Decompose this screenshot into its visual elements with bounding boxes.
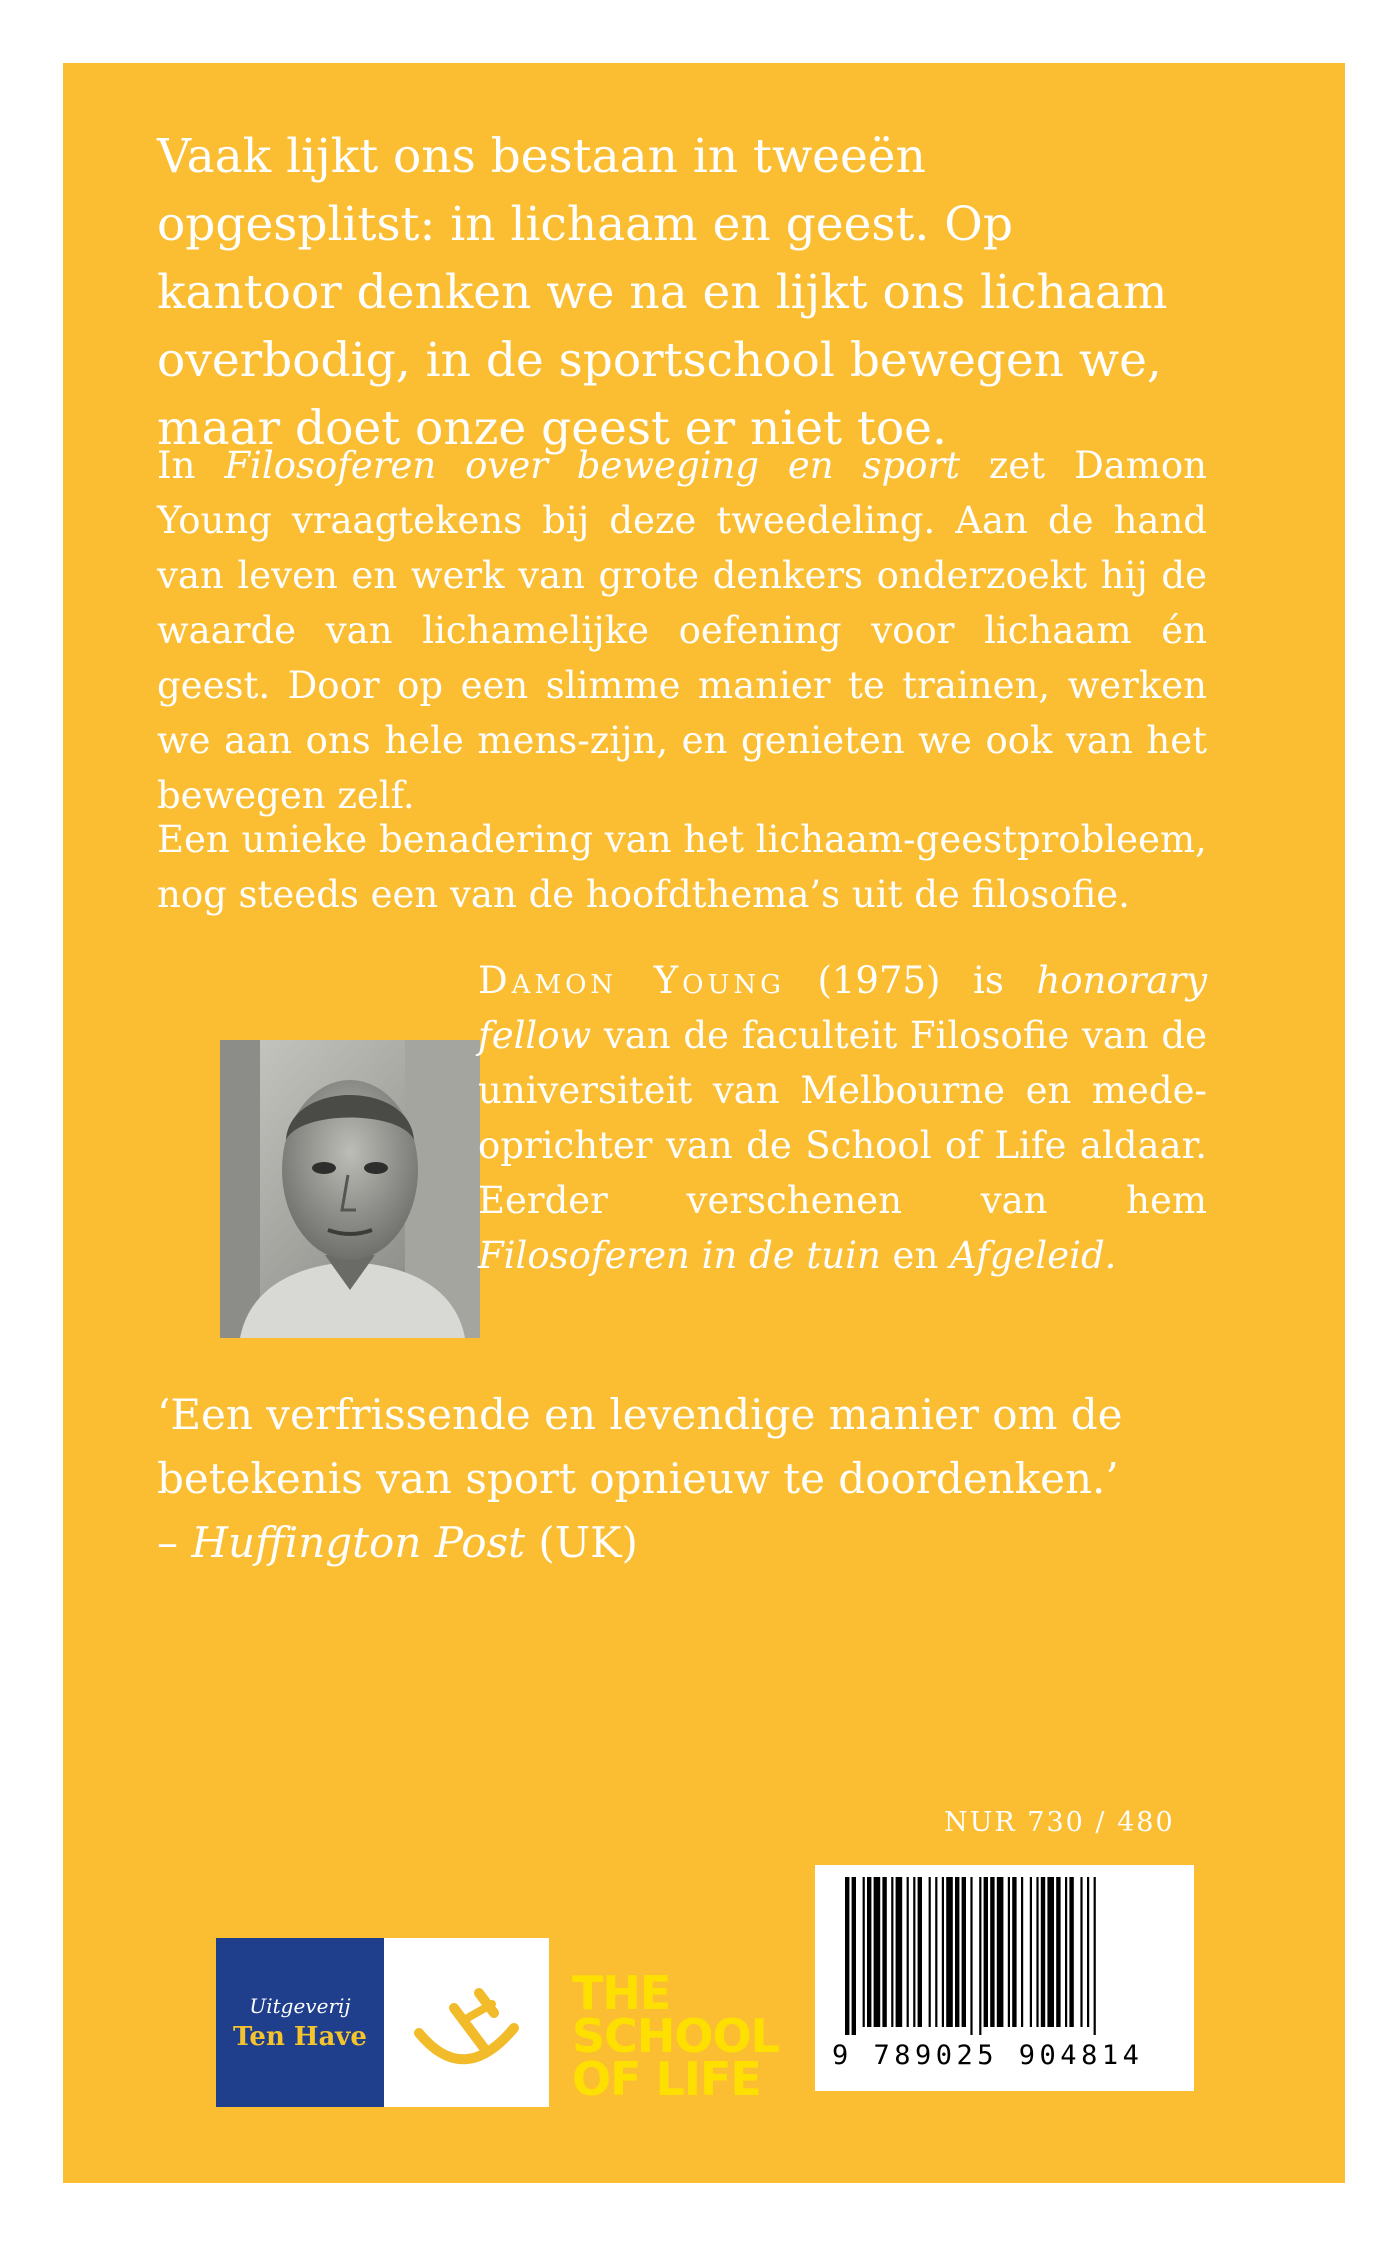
publisher-line2: Ten Have — [233, 2022, 367, 2052]
barcode-bar — [1021, 1877, 1023, 2027]
barcode-bar — [1030, 1877, 1032, 2027]
quote-text: ‘Een verfrissende en levendige manier om de betekenis van sport opnieuw te doordenken.’ — [157, 1390, 1123, 1503]
barcode-bar — [946, 1877, 953, 2027]
author-position: honorary fellow — [478, 959, 1207, 1057]
barcode-bar — [1094, 1877, 1096, 2035]
barcode-bar — [1041, 1877, 1045, 2027]
ten-have-emblem-icon — [384, 1938, 549, 2107]
isbn-barcode — [815, 1865, 1194, 2091]
publisher-line1: Uitgeverij — [249, 1994, 351, 2018]
barcode-bar — [913, 1877, 915, 2027]
barcode-bar — [1087, 1877, 1089, 2027]
barcode-bar — [935, 1877, 937, 2027]
author-photo — [220, 1040, 480, 1338]
barcode-bar — [955, 1877, 959, 2027]
sol-line3: OF LIFE — [572, 2052, 761, 2106]
lead-paragraph: Vaak lijkt ons bestaan in tweeën opgesplitst: in lichaam en geest. Op kantoor denken we na en lijkt ons lichaam overbodig, in de sportschool bewegen we, maar doet onze geest er niet toe. — [157, 129, 1168, 456]
p2-rest: zet Damon Young vraagtekens bij deze tweedeling. Aan de hand van leven en werk van grote denkers onderzoekt hij de waarde van lichamelijke oefening voor lichaam én geest. Door op een slimme manier te trainen, werken we aan ons hele mens-zijn, en genieten we ook van het bewegen zelf. — [157, 444, 1207, 817]
barcode-bar — [891, 1877, 893, 2027]
barcode-bar — [907, 1877, 909, 2027]
p2-in: In — [157, 444, 225, 487]
school-of-life-logo — [572, 1966, 779, 2106]
nur-code: NUR 730 / 480 — [944, 1807, 1175, 1838]
quote-dash: – — [157, 1518, 192, 1567]
barcode-bar — [896, 1877, 903, 2027]
publisher-logo — [216, 1938, 384, 2107]
barcode-bar — [1069, 1877, 1073, 2027]
isbn-number: 9 789025 904814 — [832, 2040, 1144, 2071]
barcode-bar — [1008, 1877, 1010, 2027]
barcode-bar — [1080, 1877, 1082, 2027]
barcode-bar — [1065, 1877, 1067, 2027]
barcode-bar — [852, 1877, 856, 2035]
previous-book-2: Afgeleid. — [950, 1234, 1117, 1277]
author-bio — [478, 953, 1207, 1283]
barcode-bar — [990, 1877, 994, 2027]
publisher-emblem — [384, 1938, 549, 2107]
sol-line2: SCHOOL — [572, 2009, 779, 2063]
barcode-bar — [984, 1877, 988, 2027]
quote-country: (UK) — [525, 1518, 638, 1567]
summary-paragraph: Een unieke benadering van het lichaam-geestprobleem, nog steeds een van de hoofdthema’s uit de filosofie. — [157, 818, 1207, 916]
barcode-bar — [918, 1877, 922, 2027]
sol-line1: THE — [572, 1966, 671, 2020]
review-quote — [157, 1383, 1207, 1575]
barcode-bar — [970, 1877, 972, 2035]
quote-source: Huffington Post — [191, 1518, 526, 1567]
barcode-bar — [1012, 1877, 1016, 2027]
author-name: Damon Young — [478, 959, 785, 1002]
barcode-bar — [882, 1877, 886, 2027]
barcode-bar — [929, 1877, 931, 2027]
barcode-bar — [979, 1877, 981, 2035]
bio-and: en — [880, 1234, 951, 1277]
barcode-bar — [1036, 1877, 1038, 2027]
barcode-bar — [997, 1877, 1004, 2027]
barcode-bar — [863, 1877, 865, 2027]
barcode-bar — [1047, 1877, 1054, 2027]
book-title: Filosoferen over beweging en sport — [224, 444, 961, 487]
barcode-bar — [874, 1877, 881, 2027]
barcode-bars — [815, 1865, 1194, 2035]
author-bio-text: van de faculteit Filosofie van de universiteit van Melbourne en mede-oprichter van de School of Life aldaar. Eerder verschenen van hem — [478, 1014, 1207, 1222]
barcode-bar — [867, 1877, 871, 2027]
barcode-bar — [1056, 1877, 1060, 2027]
author-years: (1975) is — [784, 959, 1037, 1002]
description-paragraph — [157, 438, 1207, 823]
author-portrait-illustration — [220, 1040, 480, 1338]
barcode-bar — [942, 1877, 944, 2027]
barcode-bar — [845, 1877, 849, 2035]
previous-book-1: Filosoferen in de tuin — [478, 1234, 881, 1277]
barcode-bar — [962, 1877, 966, 2027]
